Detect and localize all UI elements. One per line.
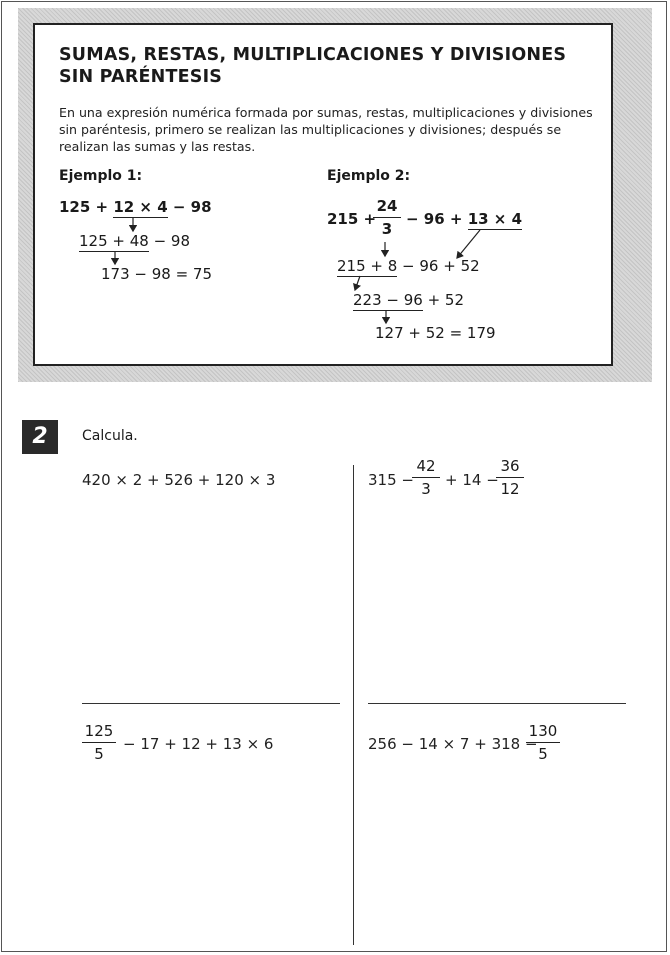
exercise-item-2-start: 315 − <box>368 471 414 489</box>
example2-line4: 127 + 52 = 179 <box>375 324 496 342</box>
example2-line1-middle: − 96 + <box>406 210 468 228</box>
exercise-item-2-fraction-1 <box>412 457 440 498</box>
fraction-denominator: 3 <box>421 480 431 498</box>
example2-label: Ejemplo 2: <box>327 168 411 184</box>
fraction-numerator: 125 <box>84 722 114 740</box>
example1-line3: 173 − 98 = 75 <box>101 265 213 283</box>
exercise-item-1: 420 × 2 + 526 + 120 × 3 <box>82 471 276 489</box>
exercise-item-3-fraction <box>82 722 116 763</box>
exercise-item-4-start: 256 − 14 × 7 + 318 − <box>368 735 538 753</box>
column-divider <box>353 465 354 945</box>
fraction-numerator: 36 <box>500 457 520 475</box>
example1-line1-end: − 98 <box>167 198 212 216</box>
example1-line2-end: − 98 <box>148 232 191 250</box>
fraction-numerator: 42 <box>416 457 436 475</box>
exercise-instruction: Calcula. <box>82 428 138 444</box>
exercise-item-3-rest: − 17 + 12 + 13 × 6 <box>123 735 274 753</box>
example2-line1-underlined: 13 × 4 <box>467 210 523 228</box>
example2-line1-start: 215 + <box>327 210 377 228</box>
example2-fraction-denominator: 3 <box>381 220 393 238</box>
fraction-numerator: 130 <box>528 722 558 740</box>
info-title: SUMAS, RESTAS, MULTIPLICACIONES Y DIVISIONES SIN PARÉNTESIS <box>59 45 567 87</box>
row-divider-left <box>82 703 340 704</box>
example1-label: Ejemplo 1: <box>59 168 143 184</box>
exercise-item-2-fraction-2 <box>496 457 524 498</box>
arrow-diagonal-icon <box>355 276 360 290</box>
exercise-number-badge: 2 <box>22 420 58 454</box>
fraction-bar <box>496 477 524 478</box>
example2-fraction-numerator: 24 <box>376 197 398 215</box>
example2-line2-end: − 96 + 52 <box>397 257 480 275</box>
row-divider-right <box>368 703 626 704</box>
fraction-denominator: 5 <box>538 745 548 763</box>
example1-line1-start: 125 + <box>59 198 114 216</box>
fraction-denominator: 5 <box>94 745 104 763</box>
example1-line1-underlined: 12 × 4 <box>113 198 168 216</box>
example1-line2-underlined: 125 + 48 <box>79 232 149 250</box>
fraction-denominator: 12 <box>500 480 520 498</box>
fraction-bar <box>526 742 560 743</box>
exercise-item-4-fraction <box>526 722 560 763</box>
arrow-diagonal-icon <box>457 230 480 258</box>
fraction-bar <box>82 742 116 743</box>
example2-line2-underlined: 215 + 8 <box>337 257 398 275</box>
exercise-item-2-middle: + 14 − <box>445 471 499 489</box>
example2-line3-end: + 52 <box>422 291 465 309</box>
info-intro: En una expresión numérica formada por sumas, restas, multiplicaciones y divisiones sin paréntesis, primero se realizan las multiplicaciones y divisiones; después se realizan las sumas y las restas. <box>59 105 593 154</box>
example2-line3-underlined: 223 − 96 <box>353 291 423 309</box>
fraction-bar <box>412 477 440 478</box>
